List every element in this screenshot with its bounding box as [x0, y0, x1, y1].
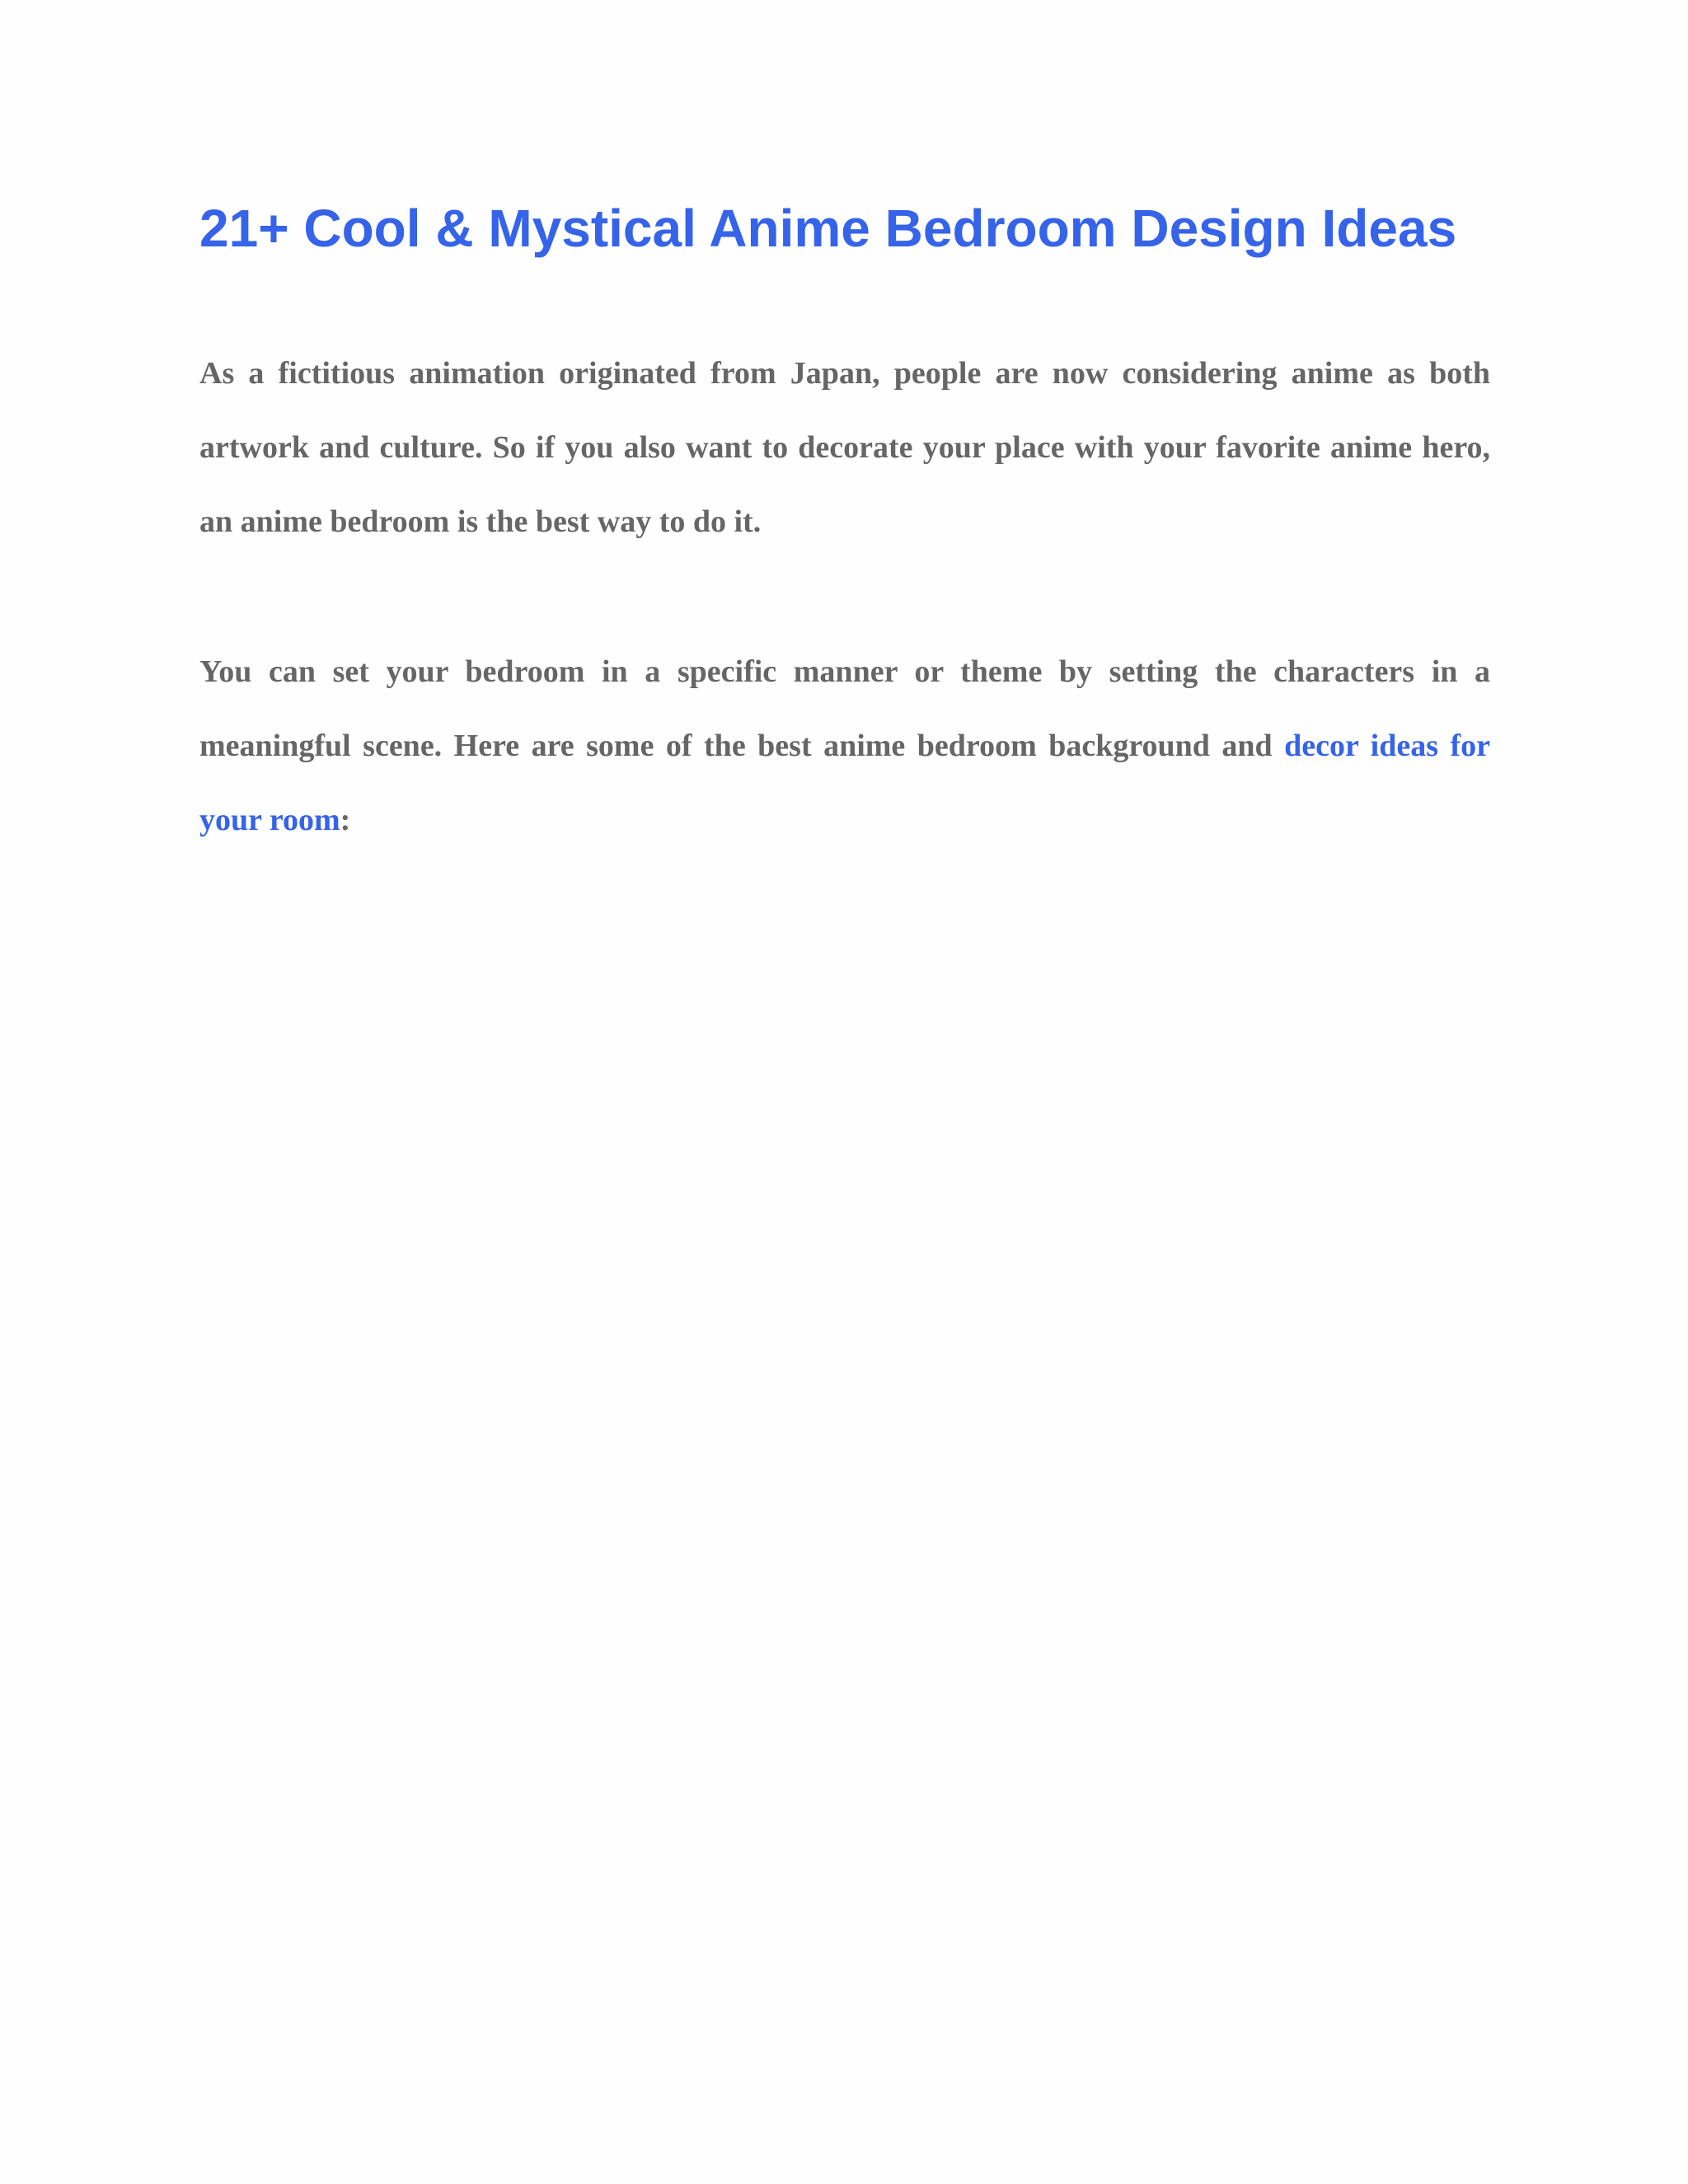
second-paragraph-end: : [340, 803, 351, 837]
second-paragraph-text: You can set your bedroom in a specific manner or theme by setting the characters in a meaningful scene. Here are some of the best anime bedroom background and [199, 654, 1490, 763]
intro-paragraph: As a fictitious animation originated from Japan, people are now considering anime as both artwork and culture. So if you also want to decorate your place with your favorite anime hero, an anime bedroom is the best way to do it. [199, 356, 1490, 539]
second-paragraph [199, 635, 1490, 857]
article-title: 21+ Cool & Mystical Anime Bedroom Design Ideas [199, 199, 1457, 258]
decor-ideas-link[interactable]: decor ideas for your room [199, 729, 1490, 837]
